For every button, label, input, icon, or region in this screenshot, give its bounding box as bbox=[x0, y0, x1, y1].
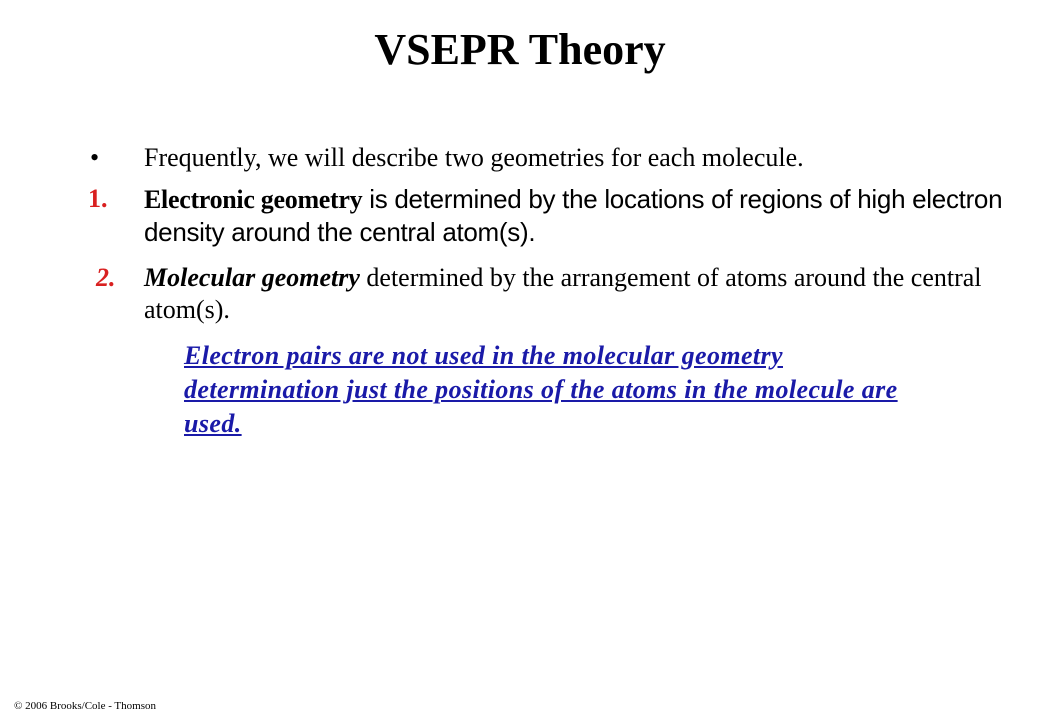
numbered-item-text bbox=[144, 262, 1014, 326]
definition-molecular-geometry: determined by the arrangement of atoms around the central atom(s). bbox=[144, 263, 982, 324]
number-marker-1: 1. bbox=[88, 184, 108, 213]
term-electronic-geometry: Electronic geometry bbox=[144, 185, 363, 214]
bullet-marker: • bbox=[90, 143, 100, 172]
copyright-footer: © 2006 Brooks/Cole - Thomson bbox=[14, 700, 156, 712]
numbered-item-text bbox=[144, 183, 1014, 248]
number-marker-2: 2. bbox=[96, 263, 116, 292]
term-molecular-geometry: Molecular geometry bbox=[144, 263, 360, 292]
highlighted-note: Electron pairs are not used in the molecular geometry determination just the positions of the atoms in the molecule are used. bbox=[184, 341, 898, 438]
slide-title: VSEPR Theory bbox=[374, 25, 666, 74]
definition-electronic-geometry: is determined by the locations of regions of high electron density around the central atom(s). bbox=[144, 184, 1003, 247]
bullet-text: Frequently, we will describe two geometries for each molecule. bbox=[144, 143, 804, 172]
